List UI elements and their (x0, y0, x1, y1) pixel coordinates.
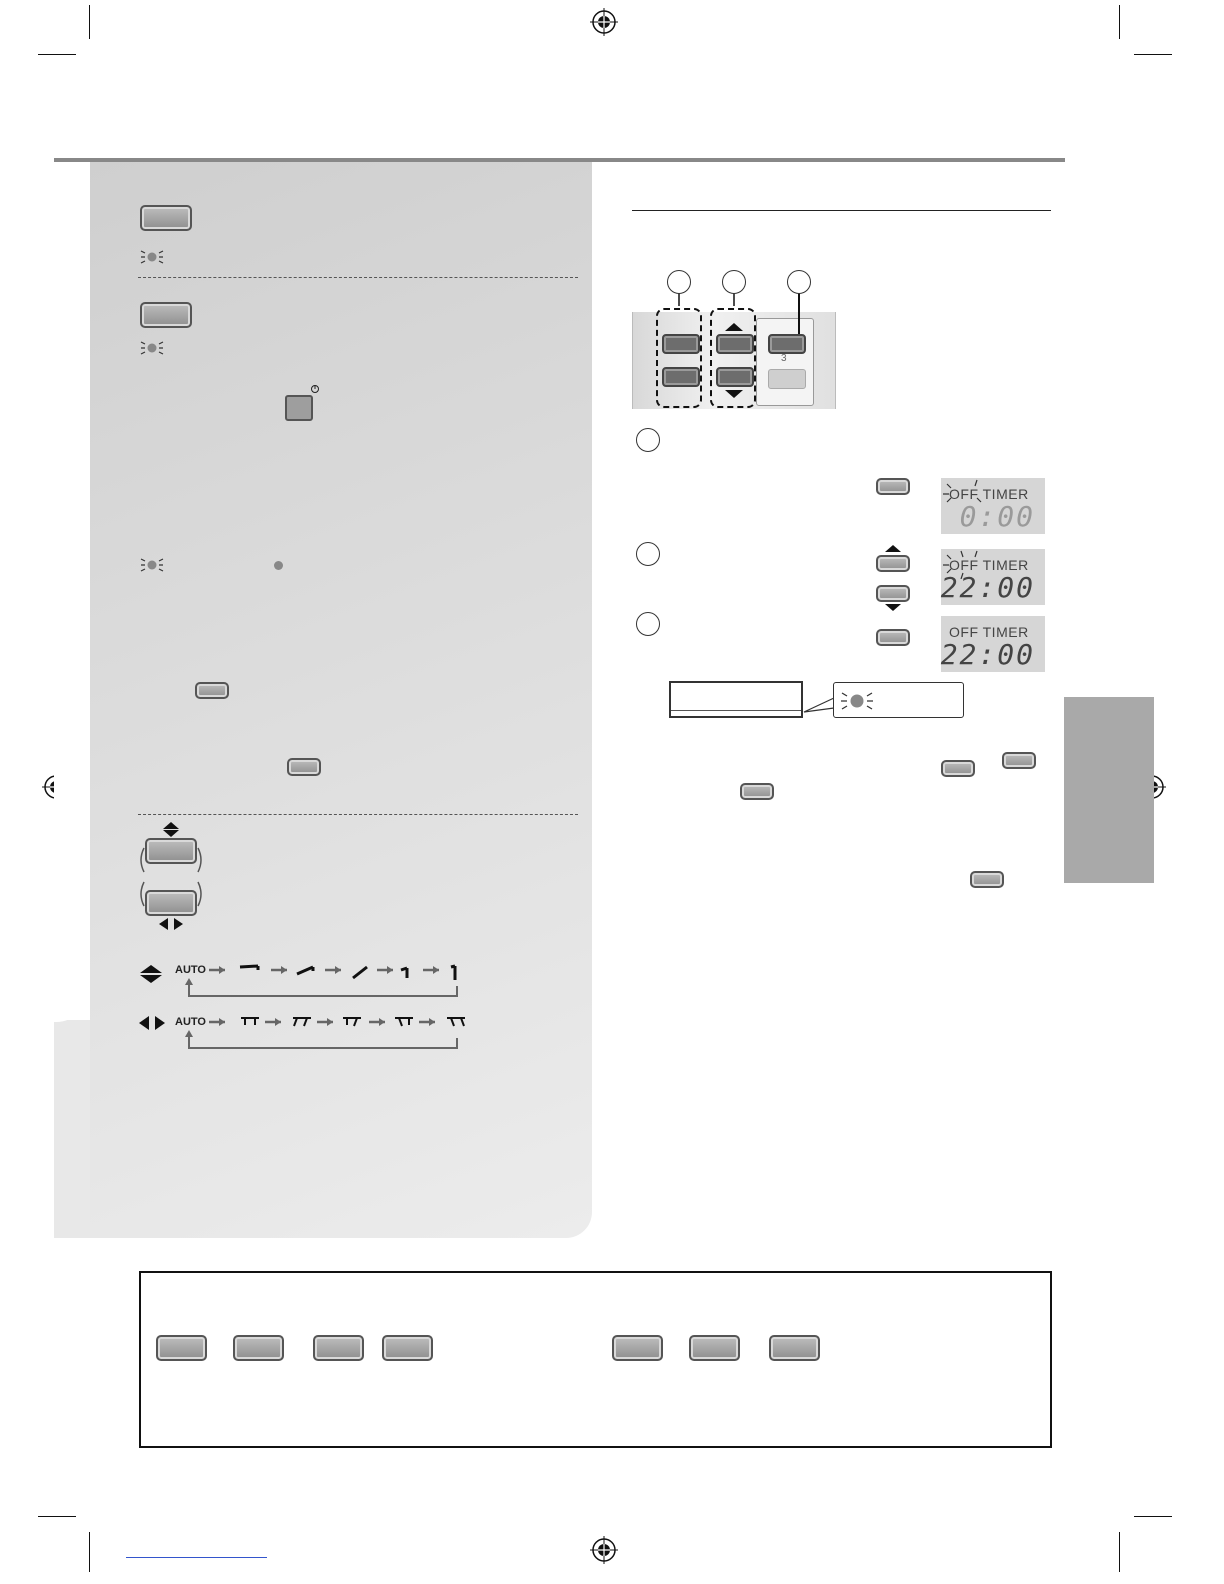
indoor-unit-base (671, 710, 801, 717)
step-circle-2 (636, 542, 660, 566)
remote-button (1002, 752, 1036, 769)
crop-mark (1134, 1516, 1172, 1517)
callout-circle-2 (722, 270, 746, 294)
step-circle-3 (636, 612, 660, 636)
left-right-arrow-icon (158, 918, 184, 930)
crop-mark (38, 1516, 76, 1517)
timer-set-button (876, 629, 910, 646)
indicator-lamp-icon (138, 339, 166, 357)
indicator-lamp-icon (138, 556, 166, 574)
remote-button (233, 1335, 284, 1361)
remote-button (689, 1335, 740, 1361)
crop-mark (89, 5, 90, 39)
remote-button (769, 1335, 820, 1361)
registration-mark-icon (590, 1536, 618, 1564)
louver-vertical-sequence (185, 958, 475, 1002)
power-symbol-icon (310, 384, 320, 394)
timer-button (876, 478, 910, 495)
louver-auto-label: AUTO (175, 1016, 206, 1028)
up-down-arrow-icon (138, 964, 164, 984)
callout-circle-3 (787, 270, 811, 294)
chapter-tab (1064, 697, 1154, 883)
footer-link-underline (126, 1557, 267, 1558)
vertical-airflow-button (145, 838, 197, 864)
down-arrow-icon (884, 603, 902, 612)
horizontal-airflow-button (145, 890, 197, 916)
lcd-time: 22:00 (940, 638, 1035, 671)
registration-mark-icon (590, 8, 618, 36)
lcd-display-2 (941, 549, 1045, 605)
timer-down-button (876, 585, 910, 602)
section-heading-rule (632, 210, 1051, 211)
blink-marks-icon (941, 478, 1001, 508)
crop-mark (1119, 1532, 1120, 1572)
section-divider (138, 277, 578, 278)
remote-button (716, 367, 754, 387)
lcd-time: 22:00 (940, 571, 1035, 604)
remote-button (382, 1335, 433, 1361)
remote-button (970, 871, 1004, 888)
step-circle-1 (636, 428, 660, 452)
timer-up-button (876, 555, 910, 572)
crop-mark (1134, 54, 1172, 55)
louver-horizontal-sequence (185, 1010, 475, 1054)
auto-off-switch (285, 395, 313, 421)
remote-button (140, 302, 192, 328)
crop-mark (38, 54, 76, 55)
remote-button (612, 1335, 663, 1361)
section-divider (138, 814, 578, 815)
remote-button-disabled (768, 369, 806, 389)
remote-button (662, 367, 700, 387)
crop-mark (89, 1532, 90, 1572)
panel-background (54, 1020, 94, 1238)
down-arrow-icon (724, 389, 744, 399)
lcd-label: OFF TIMER (949, 486, 1029, 502)
remote-button (941, 760, 975, 777)
remote-button (313, 1335, 364, 1361)
lcd-label: OFF TIMER (949, 624, 1029, 640)
remote-button (156, 1335, 207, 1361)
remote-button-number: 3 (781, 353, 787, 364)
indicator-lamp-icon (138, 248, 166, 266)
remote-button (195, 682, 229, 699)
callout-circle-1 (667, 270, 691, 294)
indicator-dot (274, 561, 283, 570)
panel-notch (54, 162, 90, 1022)
remote-button (287, 758, 321, 776)
louver-auto-label: AUTO (175, 964, 206, 976)
lcd-display-1 (941, 478, 1045, 534)
left-right-arrow-icon (138, 1016, 166, 1030)
crop-mark (1119, 5, 1120, 39)
lcd-label: OFF TIMER (949, 557, 1029, 573)
remote-button (140, 205, 192, 231)
remote-button (740, 783, 774, 800)
blink-marks-icon (941, 549, 1001, 579)
indicator-lamp-icon (838, 688, 876, 714)
up-arrow-icon (884, 544, 902, 553)
lcd-time: 0:00 (959, 500, 1035, 533)
lcd-display-3 (941, 616, 1045, 672)
